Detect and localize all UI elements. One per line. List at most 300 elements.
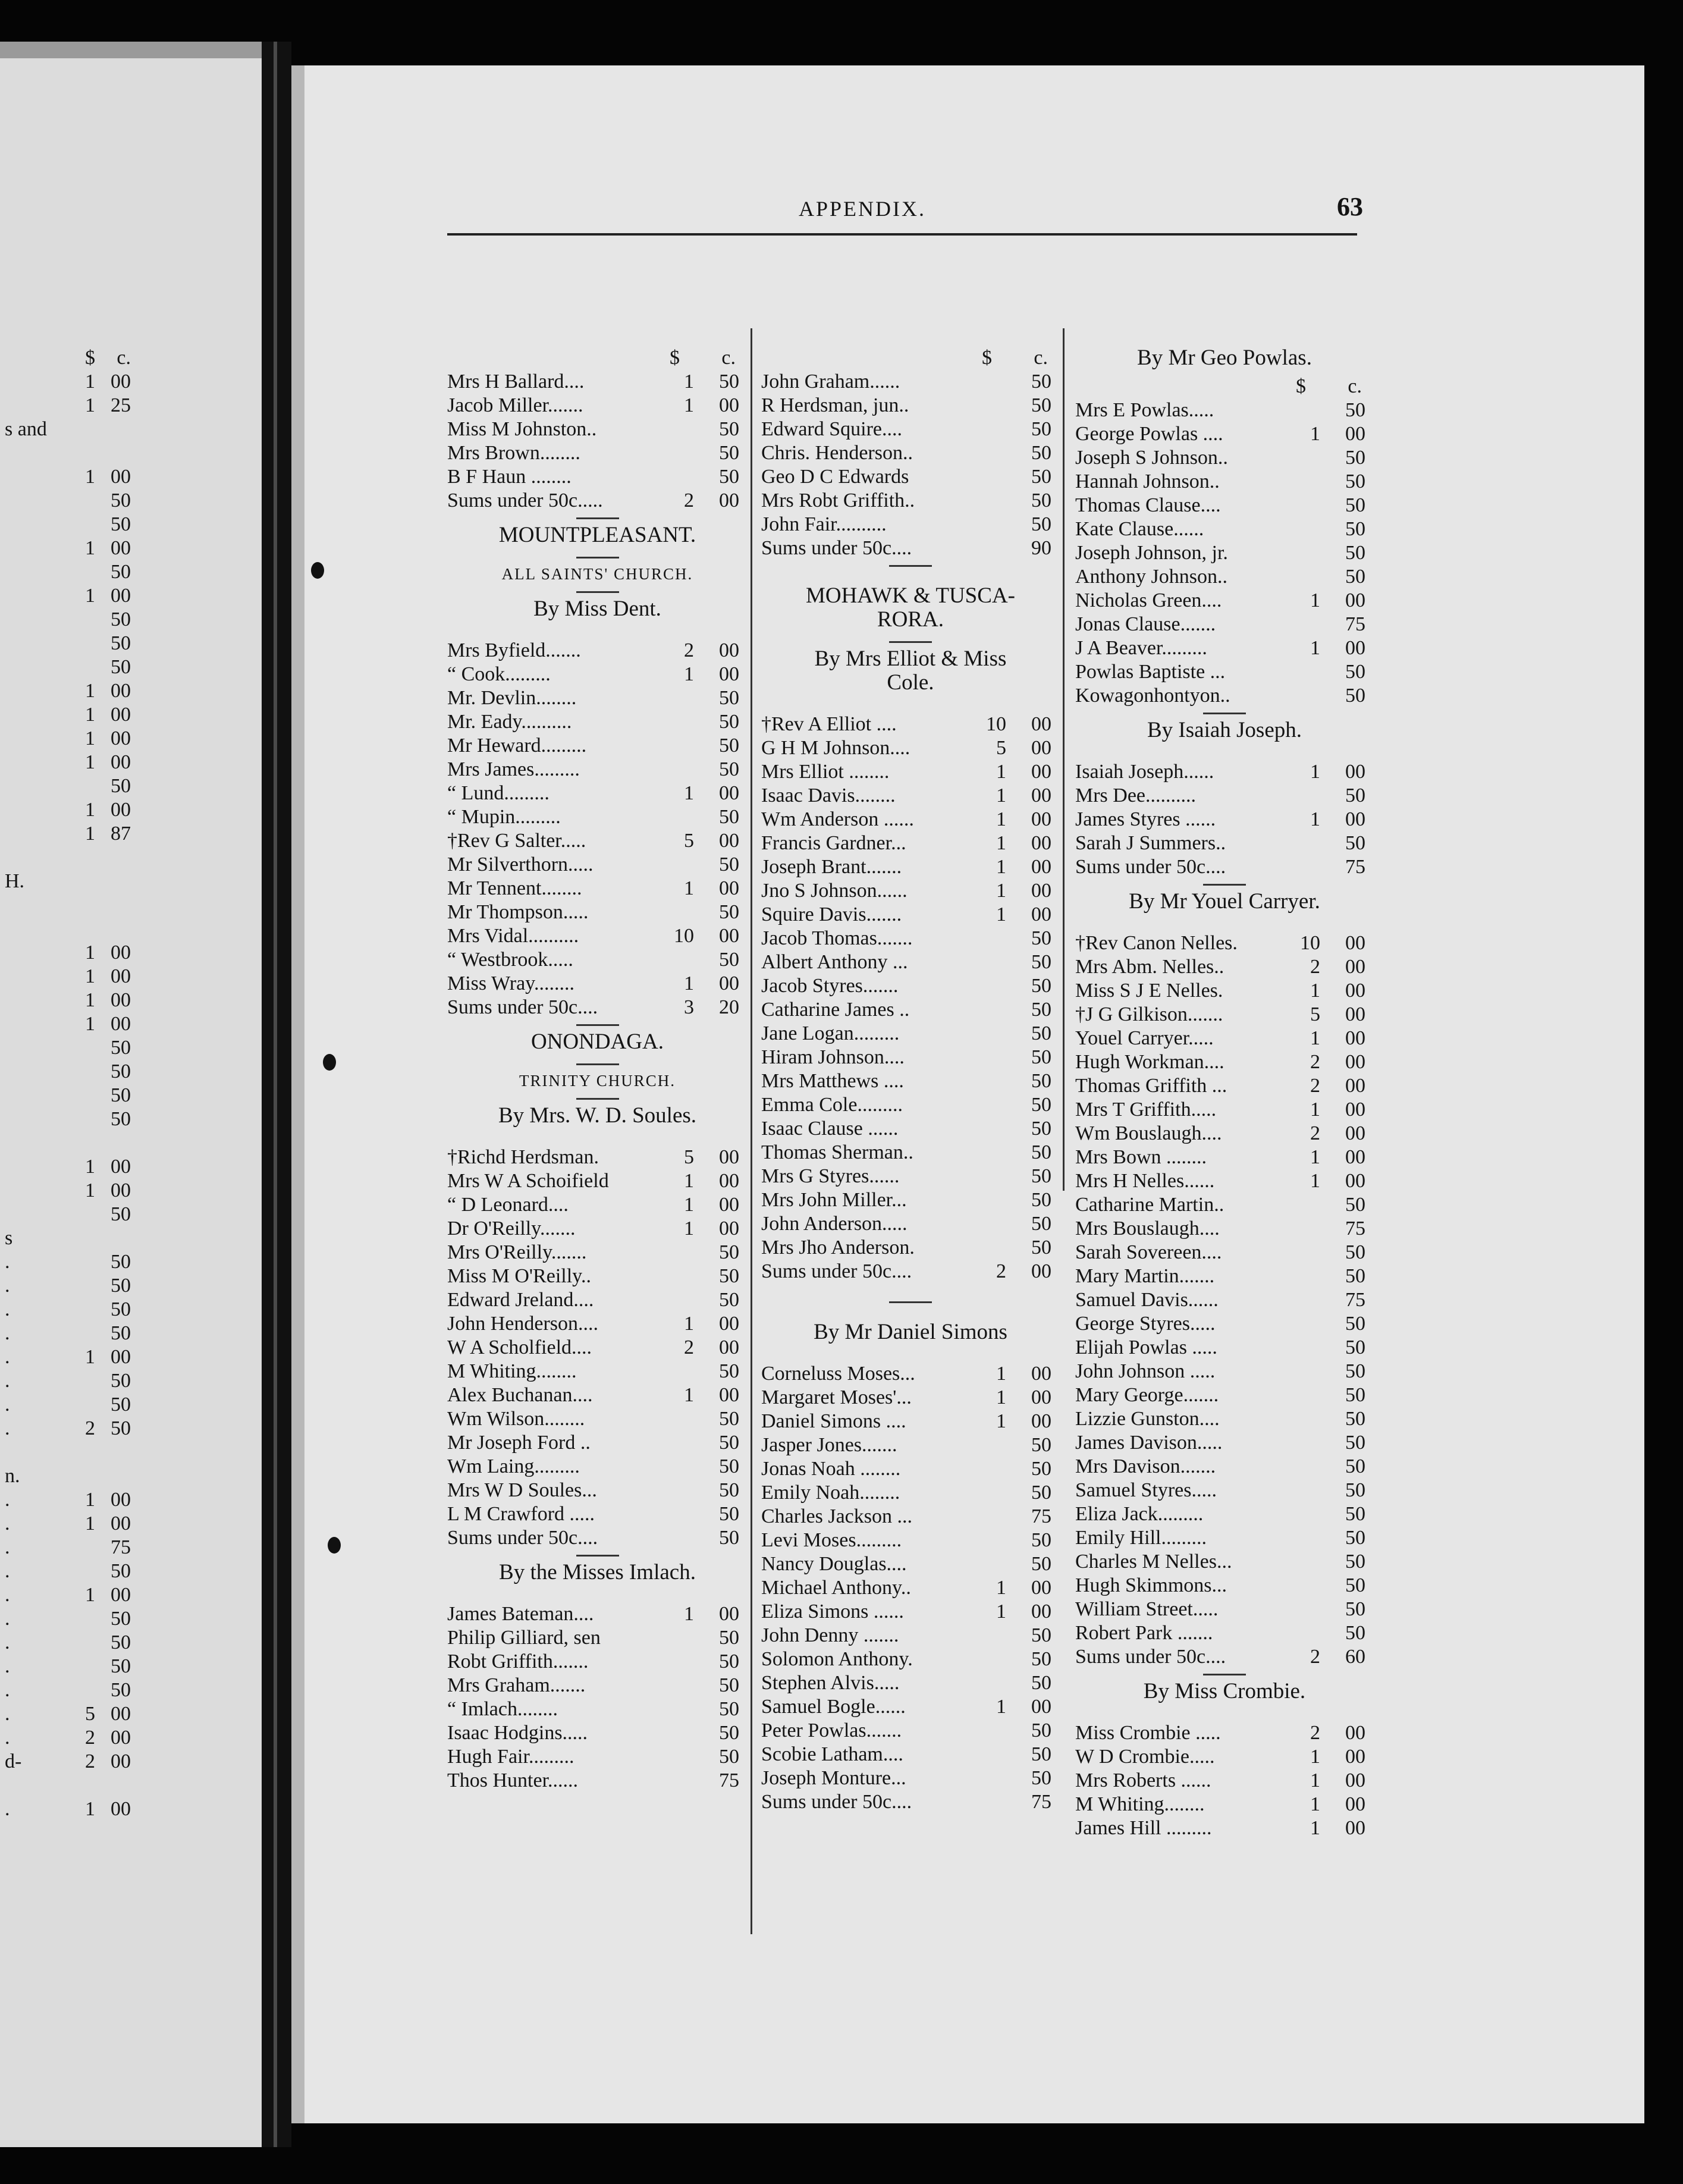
amount-cents: 50 bbox=[1345, 494, 1365, 516]
subscriber-name: Mrs Roberts ...... bbox=[1075, 1769, 1211, 1791]
amount-cents: 00 bbox=[719, 830, 739, 852]
amount-cents: 50 bbox=[1345, 1598, 1365, 1620]
facing-page-text: . bbox=[5, 1298, 10, 1320]
facing-page-cents: 50 bbox=[111, 608, 131, 630]
list-item bbox=[1075, 1721, 1374, 1745]
subscriber-name: Jonas Noah ........ bbox=[761, 1458, 901, 1480]
subscriber-name: B F Haun ........ bbox=[447, 466, 572, 488]
ink-spot bbox=[311, 562, 324, 579]
amount-dollars: 10 bbox=[986, 713, 1006, 735]
subscriber-name: Lizzie Gunston.... bbox=[1075, 1408, 1220, 1430]
section-title: By Mrs. W. D. Soules. bbox=[498, 1103, 697, 1128]
amount-cents: 50 bbox=[719, 442, 739, 464]
subscriber-name: Mrs Matthews .... bbox=[761, 1070, 904, 1092]
list-item bbox=[761, 1260, 1060, 1284]
subscriber-name: James Davison..... bbox=[1075, 1432, 1223, 1454]
list-item bbox=[447, 1455, 748, 1479]
list-item bbox=[761, 1188, 1060, 1212]
list-item bbox=[1075, 1122, 1374, 1146]
amount-dollars: 1 bbox=[684, 877, 694, 899]
facing-page-dollars: 2 bbox=[85, 1417, 95, 1439]
list-item bbox=[447, 1626, 748, 1650]
amount-dollars: 2 bbox=[1310, 1075, 1320, 1097]
amount-cents: 00 bbox=[1031, 1386, 1051, 1408]
list-item bbox=[447, 394, 748, 418]
subscriber-name: Hugh Fair......... bbox=[447, 1746, 574, 1768]
facing-page-text: s and bbox=[5, 418, 47, 440]
facing-page-row bbox=[0, 703, 262, 727]
amount-cents: 50 bbox=[1345, 1360, 1365, 1382]
amount-cents: 75 bbox=[1345, 856, 1365, 878]
amount-cents: 00 bbox=[1345, 1817, 1365, 1839]
list-item bbox=[761, 536, 1060, 560]
subscriber-name: R Herdsman, jun.. bbox=[761, 394, 909, 416]
cents-sign: c. bbox=[1348, 375, 1362, 397]
list-item bbox=[761, 1069, 1060, 1093]
list-item bbox=[1075, 1645, 1374, 1669]
subscriber-name: Hiram Johnson.... bbox=[761, 1046, 905, 1068]
facing-page-cents: 50 bbox=[111, 1203, 131, 1225]
list-item bbox=[447, 686, 748, 710]
list-item bbox=[761, 903, 1060, 927]
list-item bbox=[1075, 517, 1374, 541]
facing-page-cents: 00 bbox=[111, 537, 131, 559]
subscriber-name: Chris. Henderson.. bbox=[761, 442, 913, 464]
subscriber-name: Jno S Johnson...... bbox=[761, 880, 908, 902]
facing-page-cents: 50 bbox=[111, 1417, 131, 1439]
facing-page-row bbox=[0, 1322, 262, 1345]
facing-page-row bbox=[0, 965, 262, 989]
facing-page-cents: 00 bbox=[111, 1584, 131, 1606]
subscriber-name: Joseph Monture... bbox=[761, 1767, 906, 1789]
amount-dollars: 1 bbox=[684, 371, 694, 393]
amount-cents: 50 bbox=[719, 853, 739, 876]
facing-page-row bbox=[0, 727, 262, 751]
amount-dollars: 1 bbox=[1310, 1817, 1320, 1839]
amount-dollars: 2 bbox=[684, 1336, 694, 1358]
facing-page-cents: 00 bbox=[111, 1489, 131, 1511]
list-item bbox=[447, 1288, 748, 1312]
list-item bbox=[761, 1165, 1060, 1188]
amount-cents: 00 bbox=[719, 1170, 739, 1192]
subscriber-name: Isaiah Joseph...... bbox=[1075, 761, 1214, 783]
ink-spot bbox=[328, 1537, 341, 1554]
facing-page-cents: 00 bbox=[111, 989, 131, 1011]
facing-page-cents: 00 bbox=[111, 680, 131, 702]
amount-cents: 50 bbox=[719, 1746, 739, 1768]
list-item bbox=[447, 1502, 748, 1526]
list-item bbox=[761, 489, 1060, 513]
list-item bbox=[1075, 1288, 1374, 1312]
list-item bbox=[1075, 1407, 1374, 1431]
list-item bbox=[1075, 1598, 1374, 1621]
amount-cents: 50 bbox=[1031, 371, 1051, 393]
amount-cents: 50 bbox=[1031, 1141, 1051, 1163]
amount-cents: 50 bbox=[1345, 785, 1365, 807]
subscriber-name: Mrs W A Schoifield bbox=[447, 1170, 609, 1192]
amount-dollars: 10 bbox=[1300, 932, 1320, 954]
subscriber-name: Mrs Elliot ........ bbox=[761, 761, 890, 783]
amount-cents: 50 bbox=[1345, 1551, 1365, 1573]
facing-page-text: H. bbox=[5, 870, 25, 892]
gutter-line bbox=[274, 42, 277, 2147]
subscriber-name: Joseph S Johnson.. bbox=[1075, 447, 1228, 469]
subscriber-name: †Rev G Salter..... bbox=[447, 830, 586, 852]
list-item bbox=[447, 1264, 748, 1288]
facing-page-row bbox=[0, 870, 262, 893]
subscriber-name: Mr Joseph Ford .. bbox=[447, 1432, 591, 1454]
subscriber-name: Mrs John Miller... bbox=[761, 1189, 907, 1211]
facing-page-row bbox=[0, 1179, 262, 1203]
church-name: ALL SAINTS' CHURCH. bbox=[501, 565, 693, 583]
subscriber-name: Eliza Simons ...... bbox=[761, 1601, 904, 1623]
subscriber-name: Philip Gilliard, sen bbox=[447, 1627, 601, 1649]
subscriber-name: Francis Gardner... bbox=[761, 832, 906, 854]
amount-cents: 00 bbox=[719, 663, 739, 685]
amount-cents: 50 bbox=[719, 1650, 739, 1672]
amount-cents: 50 bbox=[1345, 1479, 1365, 1501]
facing-page-row bbox=[0, 632, 262, 655]
list-item bbox=[447, 996, 748, 1019]
subscriber-name: G H M Johnson.... bbox=[761, 737, 910, 759]
list-item bbox=[761, 1481, 1060, 1505]
subscriber-name: Mr Tennent........ bbox=[447, 877, 582, 899]
list-item bbox=[447, 1674, 748, 1697]
amount-cents: 50 bbox=[719, 1503, 739, 1525]
amount-dollars: 1 bbox=[684, 972, 694, 994]
subscriber-name: Mrs G Styres...... bbox=[761, 1165, 900, 1187]
list-item bbox=[761, 1624, 1060, 1648]
amount-cents: 50 bbox=[1031, 1767, 1051, 1789]
subscriber-name: Mrs H Nelles...... bbox=[1075, 1170, 1215, 1192]
amount-cents: 50 bbox=[719, 1527, 739, 1549]
facing-page-dollars: 1 bbox=[85, 799, 95, 821]
list-item bbox=[1075, 1769, 1374, 1793]
subscriber-name: Mr Heward......... bbox=[447, 735, 587, 757]
list-item bbox=[1075, 1816, 1374, 1840]
subscriber-name: Mrs Brown........ bbox=[447, 442, 580, 464]
facing-page-dollars: 1 bbox=[85, 1584, 95, 1606]
facing-page-cents: 50 bbox=[111, 1275, 131, 1297]
subscriber-name: W D Crombie..... bbox=[1075, 1746, 1215, 1768]
facing-page-cents: 00 bbox=[111, 1750, 131, 1772]
amount-dollars: 5 bbox=[1310, 1003, 1320, 1025]
subscriber-name: Anthony Johnson.. bbox=[1075, 566, 1227, 588]
book-gutter bbox=[262, 42, 291, 2147]
list-item bbox=[761, 1212, 1060, 1236]
facing-page-text: . bbox=[5, 1584, 10, 1606]
list-item bbox=[1075, 1074, 1374, 1098]
amount-dollars: 1 bbox=[1310, 980, 1320, 1002]
amount-cents: 75 bbox=[1031, 1505, 1051, 1527]
amount-cents: 00 bbox=[1031, 737, 1051, 759]
list-item bbox=[1075, 808, 1374, 831]
amount-cents: 00 bbox=[1031, 856, 1051, 878]
list-item bbox=[447, 370, 748, 394]
amount-cents: 50 bbox=[1031, 1743, 1051, 1765]
amount-cents: 75 bbox=[1345, 613, 1365, 635]
list-item bbox=[761, 1766, 1060, 1790]
amount-cents: 75 bbox=[1031, 1791, 1051, 1813]
list-item bbox=[447, 734, 748, 758]
subscriber-name: James Hill ......... bbox=[1075, 1817, 1212, 1839]
facing-page-row bbox=[0, 1036, 262, 1060]
amount-cents: 50 bbox=[1031, 513, 1051, 535]
subscriber-name: Emma Cole......... bbox=[761, 1094, 903, 1116]
list-item bbox=[1075, 589, 1374, 613]
list-item bbox=[447, 1602, 748, 1626]
list-item bbox=[761, 1410, 1060, 1433]
subscriber-name: “ Westbrook..... bbox=[447, 949, 573, 971]
facing-page-row bbox=[0, 774, 262, 798]
facing-page-cents: 00 bbox=[111, 1727, 131, 1749]
facing-page-text: s bbox=[5, 1227, 13, 1249]
section-rule bbox=[1203, 1674, 1246, 1675]
subscriber-name: Corneluss Moses... bbox=[761, 1363, 915, 1385]
amount-cents: 50 bbox=[1345, 542, 1365, 564]
subscriber-name: John Fair.......... bbox=[761, 513, 887, 535]
facing-page-row bbox=[0, 1464, 262, 1488]
facing-page-row bbox=[0, 1750, 262, 1774]
subscriber-name: John Graham...... bbox=[761, 371, 900, 393]
facing-page-cents: 50 bbox=[111, 1370, 131, 1392]
subscriber-name: Isaac Hodgins..... bbox=[447, 1722, 588, 1744]
amount-cents: 75 bbox=[719, 1769, 739, 1791]
amount-dollars: 1 bbox=[1310, 1769, 1320, 1791]
amount-cents: 50 bbox=[719, 1698, 739, 1720]
amount-cents: 00 bbox=[1031, 880, 1051, 902]
amount-cents: 50 bbox=[719, 1674, 739, 1696]
facing-page-row bbox=[0, 346, 262, 370]
facing-page-text: . bbox=[5, 1703, 10, 1725]
list-item bbox=[1075, 1621, 1374, 1645]
amount-cents: 00 bbox=[1345, 1769, 1365, 1791]
amount-cents: 20 bbox=[719, 996, 739, 1018]
column-1 bbox=[447, 346, 748, 1928]
subscriber-name: Scobie Latham.... bbox=[761, 1743, 903, 1765]
subscriber-name: Robert Park ....... bbox=[1075, 1622, 1213, 1644]
list-item bbox=[1075, 541, 1374, 565]
list-item bbox=[761, 855, 1060, 879]
dollar-sign: $ bbox=[1296, 375, 1306, 397]
facing-page-dollars: 1 bbox=[85, 704, 95, 726]
amount-cents: 00 bbox=[1031, 1410, 1051, 1432]
facing-page-cents: 50 bbox=[111, 561, 131, 583]
amount-cents: 00 bbox=[1031, 1577, 1051, 1599]
facing-page-row bbox=[0, 989, 262, 1012]
subscriber-name: Mrs James......... bbox=[447, 758, 580, 780]
amount-cents: 00 bbox=[1345, 1146, 1365, 1168]
list-item bbox=[447, 805, 748, 829]
dollar-sign: $ bbox=[670, 347, 680, 369]
subscriber-name: Mrs O'Reilly....... bbox=[447, 1241, 587, 1263]
subscriber-name: Mrs E Powlas..... bbox=[1075, 399, 1214, 421]
subscriber-name: Mary Martin....... bbox=[1075, 1265, 1215, 1287]
list-item bbox=[1075, 1383, 1374, 1407]
section-title: By Mr Geo Powlas. bbox=[1137, 346, 1312, 370]
facing-page-row bbox=[0, 1203, 262, 1226]
subscriber-name: Hannah Johnson.. bbox=[1075, 470, 1220, 492]
amount-cents: 50 bbox=[1345, 1622, 1365, 1644]
amount-dollars: 1 bbox=[684, 782, 694, 804]
subscriber-name: Albert Anthony ... bbox=[761, 951, 908, 973]
subscriber-name: Michael Anthony.. bbox=[761, 1577, 911, 1599]
amount-dollars: 1 bbox=[1310, 1146, 1320, 1168]
subscriber-name: M Whiting........ bbox=[1075, 1793, 1205, 1815]
subscriber-name: Kowagonhontyon.. bbox=[1075, 685, 1230, 707]
facing-page-row bbox=[0, 917, 262, 941]
header-rule bbox=[447, 233, 1357, 236]
amount-dollars: 1 bbox=[996, 1601, 1006, 1623]
list-item bbox=[447, 1431, 748, 1455]
subscriber-name: Mrs Byfield....... bbox=[447, 639, 581, 661]
list-item bbox=[761, 879, 1060, 903]
facing-page-cents: 50 bbox=[111, 1037, 131, 1059]
subscriber-name: “ D Leonard.... bbox=[447, 1194, 569, 1216]
amount-dollars: 1 bbox=[684, 1194, 694, 1216]
amount-cents: 00 bbox=[1345, 1099, 1365, 1121]
list-item bbox=[1075, 1169, 1374, 1193]
amount-dollars: 1 bbox=[1310, 1746, 1320, 1768]
amount-cents: 50 bbox=[1345, 1408, 1365, 1430]
facing-page-cents: 50 bbox=[111, 1108, 131, 1130]
amount-cents: 00 bbox=[1345, 980, 1365, 1002]
section-rule bbox=[576, 1555, 619, 1557]
amount-dollars: 2 bbox=[1310, 956, 1320, 978]
subscriber-name: Sums under 50c.... bbox=[1075, 856, 1226, 878]
amount-dollars: 3 bbox=[684, 996, 694, 1018]
amount-dollars: 1 bbox=[996, 808, 1006, 830]
list-item bbox=[447, 900, 748, 924]
section-title bbox=[761, 647, 1060, 695]
list-item bbox=[761, 441, 1060, 465]
subscriber-name: Sums under 50c.... bbox=[761, 1791, 912, 1813]
section-title: By Isaiah Joseph. bbox=[1147, 718, 1302, 742]
subscriber-name: Squire Davis....... bbox=[761, 903, 902, 925]
subscriber-name: Jacob Miller....... bbox=[447, 394, 583, 416]
amount-dollars: 1 bbox=[996, 903, 1006, 925]
facing-page-cents: 50 bbox=[111, 1394, 131, 1416]
subscriber-name: George Powlas .... bbox=[1075, 423, 1223, 445]
subscriber-name: Mrs Davison....... bbox=[1075, 1455, 1216, 1477]
facing-page-cents: 50 bbox=[111, 1655, 131, 1677]
amount-cents: 50 bbox=[1031, 1118, 1051, 1140]
amount-cents: 50 bbox=[1031, 1046, 1051, 1068]
list-item bbox=[1075, 855, 1374, 879]
amount-cents: 50 bbox=[719, 1455, 739, 1477]
facing-page-cents: 25 bbox=[111, 394, 131, 416]
subscriber-name: Mrs Vidal.......... bbox=[447, 925, 579, 947]
facing-page-text: . bbox=[5, 1417, 10, 1439]
list-item bbox=[761, 760, 1060, 784]
subscriber-name: Miss Wray........ bbox=[447, 972, 574, 994]
list-item bbox=[1075, 1574, 1374, 1598]
list-item bbox=[761, 831, 1060, 855]
subscriber-name: Samuel Bogle...... bbox=[761, 1696, 906, 1718]
list-item bbox=[1075, 1003, 1374, 1027]
amount-cents: 00 bbox=[1345, 761, 1365, 783]
facing-page-cents: 00 bbox=[111, 371, 131, 393]
amount-cents: 50 bbox=[719, 1432, 739, 1454]
column-3 bbox=[1075, 346, 1374, 1928]
section-rule bbox=[1203, 713, 1246, 714]
page-number: 63 bbox=[1337, 192, 1363, 221]
amount-cents: 50 bbox=[1031, 1648, 1051, 1670]
subscriber-name: Wm Wilson........ bbox=[447, 1408, 585, 1430]
list-item bbox=[761, 1695, 1060, 1719]
amount-cents: 00 bbox=[719, 1336, 739, 1358]
subscriber-name: Powlas Baptiste ... bbox=[1075, 661, 1226, 683]
subscriber-name: Mrs Abm. Nelles.. bbox=[1075, 956, 1224, 978]
section-rule bbox=[576, 1063, 619, 1065]
facing-page-row bbox=[0, 560, 262, 584]
facing-page-dollars: 2 bbox=[85, 1750, 95, 1772]
subscriber-name: Hugh Skimmons... bbox=[1075, 1574, 1227, 1596]
amount-cents: 00 bbox=[719, 394, 739, 416]
subscriber-name: Jonas Clause....... bbox=[1075, 613, 1216, 635]
section-title: By Miss Crombie. bbox=[1143, 1679, 1306, 1703]
subscriber-name: John Anderson..... bbox=[761, 1213, 908, 1235]
list-item bbox=[447, 948, 748, 972]
facing-page-row bbox=[0, 1060, 262, 1084]
list-item bbox=[761, 1790, 1060, 1814]
list-item bbox=[1075, 760, 1374, 784]
section-rule bbox=[576, 1098, 619, 1100]
amount-cents: 50 bbox=[1345, 832, 1365, 854]
subscriber-name: Margaret Moses'... bbox=[761, 1386, 912, 1408]
amount-cents: 00 bbox=[1345, 1051, 1365, 1073]
subscriber-name: Jasper Jones....... bbox=[761, 1434, 897, 1456]
subscriber-name: Mrs Graham....... bbox=[447, 1674, 586, 1696]
list-item bbox=[447, 1479, 748, 1502]
subscriber-name: Mrs T Griffith..... bbox=[1075, 1099, 1217, 1121]
facing-page-row bbox=[0, 1512, 262, 1536]
list-item bbox=[1075, 565, 1374, 589]
subscriber-name: Jacob Thomas....... bbox=[761, 927, 913, 949]
currency-header bbox=[761, 346, 1060, 370]
subscriber-name: Charles Jackson ... bbox=[761, 1505, 913, 1527]
amount-cents: 50 bbox=[1345, 1455, 1365, 1477]
amount-cents: 00 bbox=[1031, 1696, 1051, 1718]
subscriber-name: Geo D C Edwards bbox=[761, 466, 909, 488]
facing-page-cents: 00 bbox=[111, 466, 131, 488]
subscriber-name: Mrs W D Soules... bbox=[447, 1479, 597, 1501]
list-item bbox=[761, 418, 1060, 441]
amount-cents: 50 bbox=[1345, 1503, 1365, 1525]
list-item bbox=[447, 1169, 748, 1193]
subscriber-name: Mrs Bouslaugh.... bbox=[1075, 1217, 1220, 1240]
facing-page-row bbox=[0, 1393, 262, 1417]
facing-page-text: . bbox=[5, 1608, 10, 1630]
facing-page-dollars: 1 bbox=[85, 371, 95, 393]
facing-page-cents: 87 bbox=[111, 823, 131, 845]
list-item bbox=[1075, 470, 1374, 494]
amount-cents: 50 bbox=[1345, 566, 1365, 588]
facing-page-dollars: 1 bbox=[85, 1156, 95, 1178]
subscriber-name: Sarah Sovereen.... bbox=[1075, 1241, 1222, 1263]
list-item bbox=[1075, 1264, 1374, 1288]
list-item bbox=[1075, 955, 1374, 979]
amount-dollars: 1 bbox=[996, 880, 1006, 902]
amount-cents: 50 bbox=[1345, 1194, 1365, 1216]
amount-dollars: 1 bbox=[996, 856, 1006, 878]
section-rule bbox=[576, 517, 619, 519]
list-item bbox=[447, 1745, 748, 1769]
subscriber-name: Thomas Sherman.. bbox=[761, 1141, 913, 1163]
amount-cents: 50 bbox=[1031, 927, 1051, 949]
amount-cents: 50 bbox=[719, 735, 739, 757]
facing-page-cents: 50 bbox=[111, 489, 131, 512]
